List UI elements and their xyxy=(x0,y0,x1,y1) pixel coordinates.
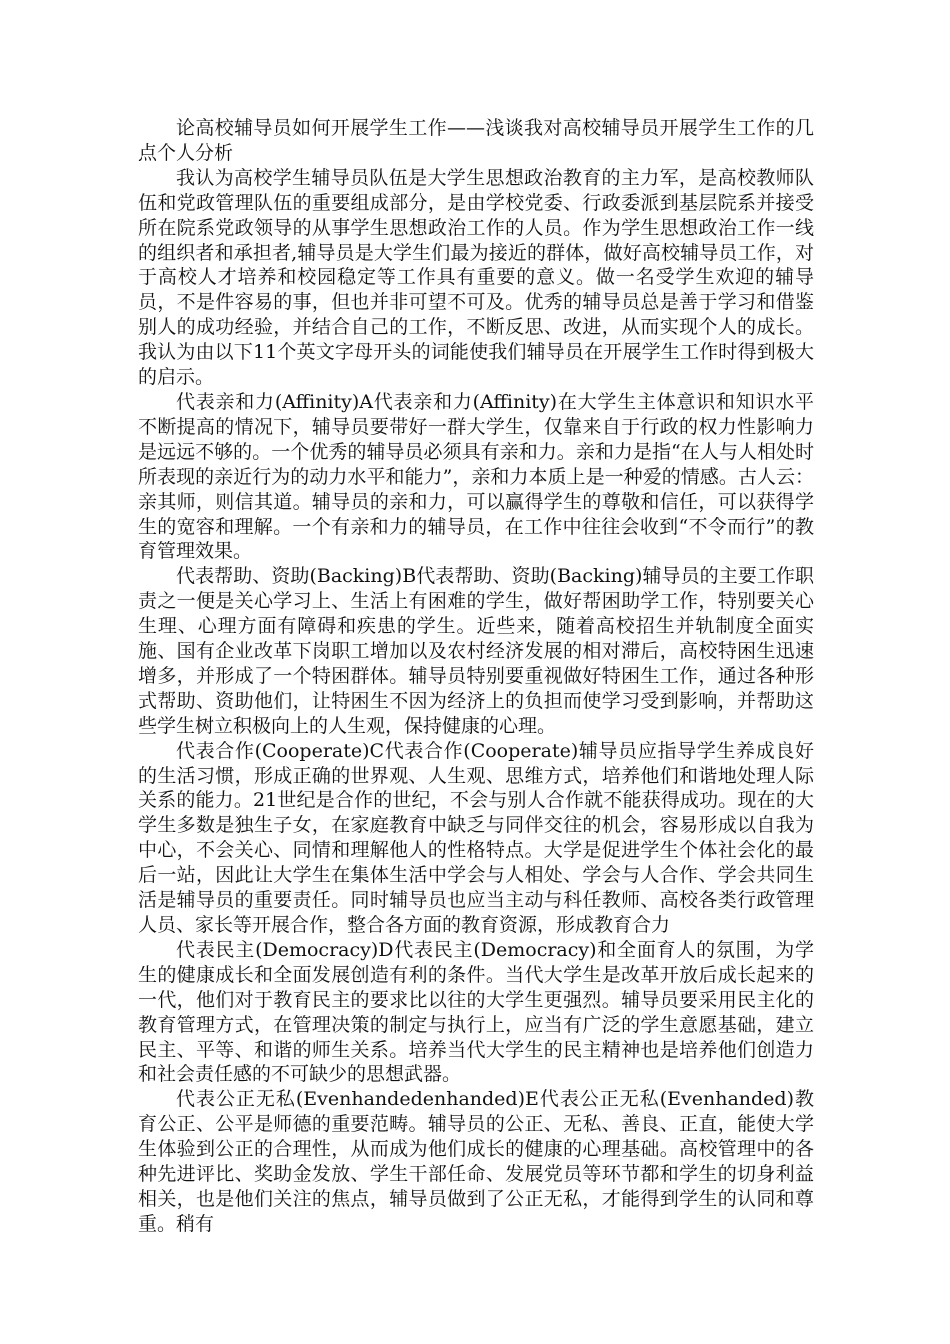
document-body xyxy=(138,116,814,1237)
document-title: 论高校辅导员如何开展学生工作——浅谈我对高校辅导员开展学生工作的几点个人分析 xyxy=(138,117,814,164)
paragraph-backing: 代表帮助、资助(Backing)B代表帮助、资助(Backing)辅导员的主要工作职责之一便是关心学习上、生活上有困难的学生，做好帮困助学工作，特别要关心生理、心理方面有障碍和疾患的学生。近些来，随着高校招生并轨制度全面实施、国有企业改革下岗职工增加以及农村经济发展的相对滞后，高校特困生迅速增多，并形成了一个特困群体。辅导员特别要重视做好特困生工作，通过各种形式帮助、资助他们，让特困生不因为经济上的负担而使学习受到影响，并帮助这些学生树立积极向上的人生观，保持健康的心理。 xyxy=(138,565,814,737)
paragraph-cooperate: 代表合作(Cooperate)C代表合作(Cooperate)辅导员应指导学生养成良好的生活习惯，形成正确的世界观、人生观、思维方式，培养他们和谐地处理人际关系的能力。21世纪是合作的世纪，不会与别人合作就不能获得成功。现在的大学生多数是独生子女，在家庭教育中缺乏与同伴交往的机会，容易形成以自我为中心，不会关心、同情和理解他人的性格特点。大学是促进学生个体社会化的最后一站，因此让大学生在集体生活中学会与人相处、学会与人合作、学会共同生活是辅导员的重要责任。同时辅导员也应当主动与科任教师、高校各类行政管理人员、家长等开展合作，整合各方面的教育资源，形成教育合力 xyxy=(138,739,814,936)
paragraph-evenhanded: 代表公正无私(Evenhandedenhanded)E代表公正无私(Evenhanded)教育公正、公平是师德的重要范畴。辅导员的公正、无私、善良、正直，能使大学生体验到公正的合理性，从而成为他们成长的健康的心理基础。高校管理中的各种先进评比、奖助金发放、学生干部任命、发展党员等环节都和学生的切身利益相关，也是他们关注的焦点，辅导员做到了公正无私，才能得到学生的认同和尊重。稍有 xyxy=(138,1088,814,1235)
paragraph-democracy: 代表民主(Democracy)D代表民主(Democracy)和全面育人的氛围，为学生的健康成长和全面发展创造有利的条件。当代大学生是改革开放后成长起来的一代，他们对于教育民主的要求比以往的大学生更强烈。辅导员要采用民主化的教育管理方式，在管理决策的制定与执行上，应当有广泛的学生意愿基础，建立民主、平等、和谐的师生关系。培养当代大学生的民主精神也是培养他们创造力和社会责任感的不可缺少的思想武器。 xyxy=(138,938,814,1086)
paragraph-affinity: 代表亲和力(Affinity)A代表亲和力(Affinity)在大学生主体意识和知识水平不断提高的情况下，辅导员要带好一群大学生，仅靠来自于行政的权力性影响力是远远不够的。一个优秀的辅导员必须具有亲和力。亲和力是指“在人与人相处时所表现的亲近行为的动力水平和能力”，亲和力本质上是一种爱的情感。古人云：亲其师，则信其道。辅导员的亲和力，可以赢得学生的尊敬和信任，可以获得学生的宽容和理解。一个有亲和力的辅导员，在工作中往往会收到“不令而行”的教育管理效果。 xyxy=(138,390,814,563)
paragraph-introduction: 我认为高校学生辅导员队伍是大学生思想政治教育的主力军，是高校教师队伍和党政管理队伍的重要组成部分，是由学校党委、行政委派到基层院系并接受所在院系党政领导的从事学生思想政治工作的人员。作为学生思想政治工作一线的组织者和承担者,辅导员是大学生们最为接近的群体，做好高校辅导员工作，对于高校人才培养和校园稳定等工作具有重要的意义。做一名受学生欢迎的辅导员，不是件容易的事，但也并非可望不可及。优秀的辅导员总是善于学习和借鉴别人的成功经验，并结合自己的工作，不断反思、改进，从而实现个人的成长。我认为由以下11个英文字母开头的词能使我们辅导员在开展学生工作时得到极大的启示。 xyxy=(138,166,814,389)
